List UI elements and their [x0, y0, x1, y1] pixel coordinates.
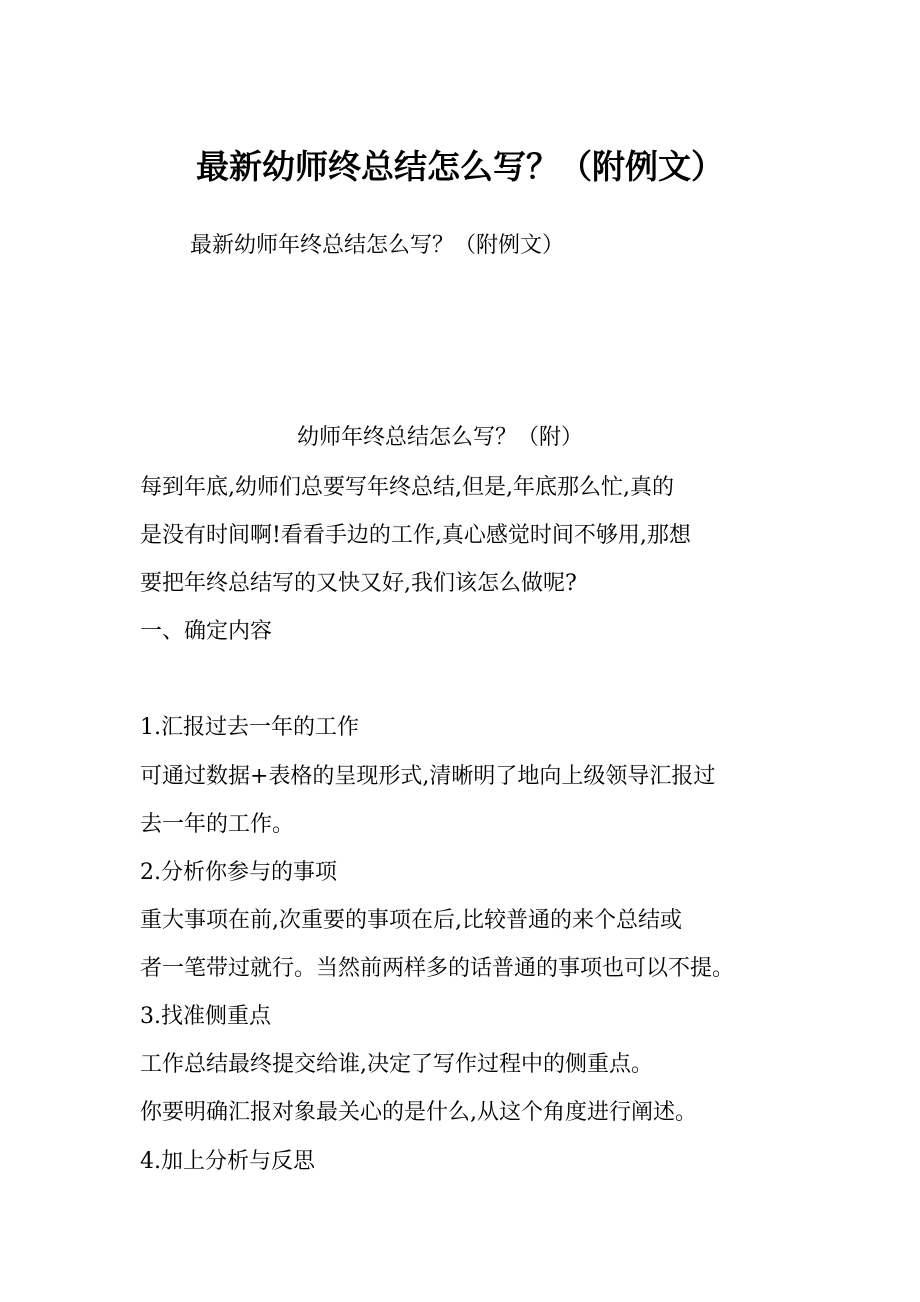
body-line: 重大事项在前,次重要的事项在后,比较普通的来个总结或 — [140, 908, 682, 933]
document-subtitle: 最新幼师年终总结怎么写？（附例文） — [190, 233, 565, 258]
section-heading: 幼师年终总结怎么写？（附） — [296, 425, 583, 450]
body-line: 是没有时间啊!看看手边的工作,真心感觉时间不够用,那想 — [140, 523, 691, 548]
numbered-item-heading: 3.找准侧重点 — [140, 1004, 271, 1029]
numbered-item-heading: 2.分析你参与的事项 — [140, 860, 337, 885]
body-line: 你要明确汇报对象最关心的是什么,从这个角度进行阐述。 — [140, 1100, 697, 1125]
document-title: 最新幼师终总结怎么写？（附例文） — [196, 147, 724, 186]
numbered-item-heading: 4.加上分析与反思 — [140, 1149, 315, 1174]
body-line: 要把年终总结写的又快又好,我们该怎么做呢? — [140, 571, 577, 596]
body-line: 去一年的工作。 — [140, 812, 295, 837]
body-line: 可通过数据+表格的呈现形式,清晰明了地向上级领导汇报过 — [140, 764, 716, 789]
outline-heading: 一、确定内容 — [140, 619, 273, 644]
body-line: 者一笔带过就行。当然前两样多的话普通的事项也可以不提。 — [140, 956, 735, 981]
body-line: 每到年底,幼师们总要写年终总结,但是,年底那么忙,真的 — [140, 475, 674, 500]
body-line: 工作总结最终提交给谁,决定了写作过程中的侧重点。 — [140, 1052, 653, 1077]
numbered-item-heading: 1.汇报过去一年的工作 — [140, 715, 359, 740]
